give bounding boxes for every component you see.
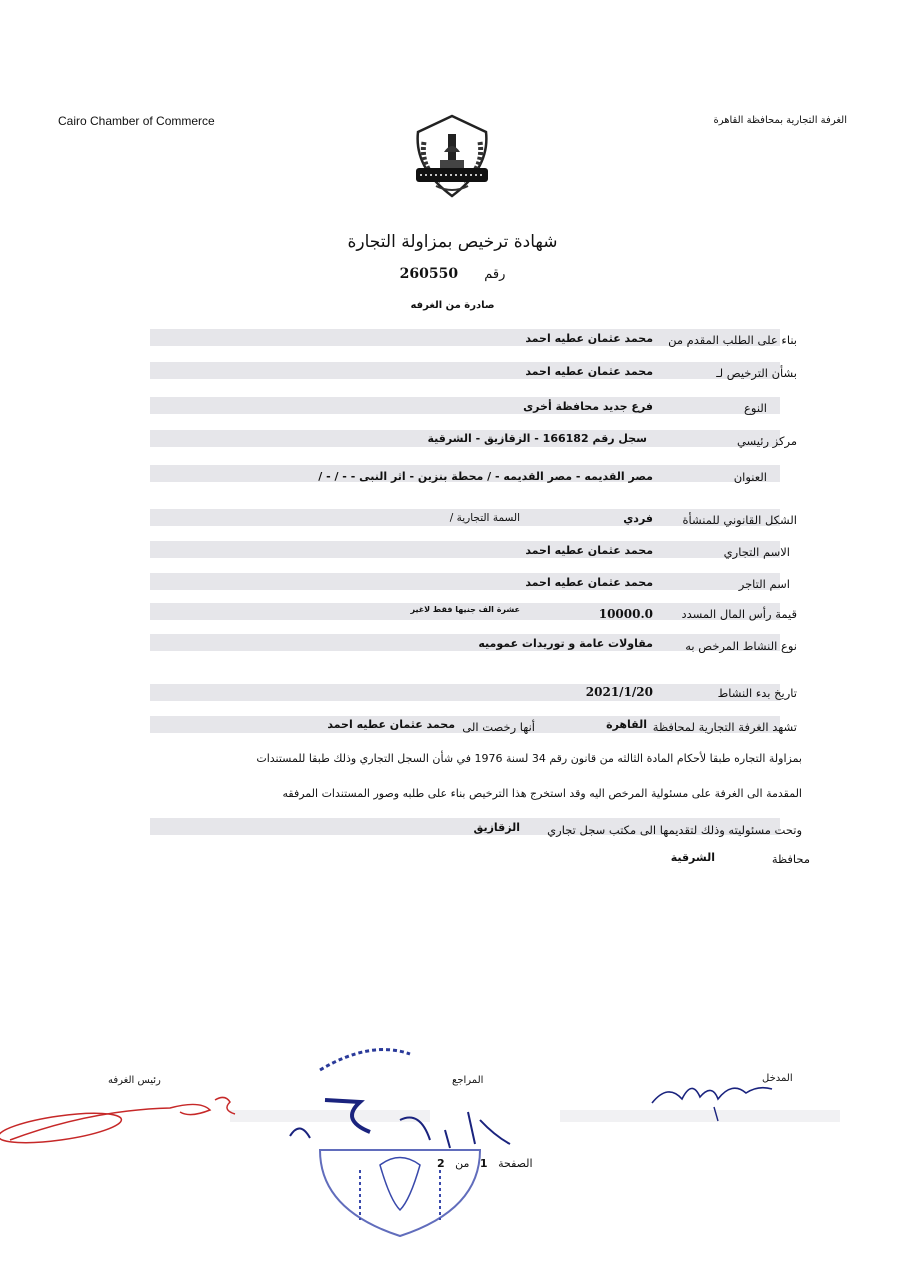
body-line4: وتحت مسئوليته وذلك لتقديمها الى مكتب سجل تجاري — [547, 823, 802, 837]
governorate-value: الشرقية — [670, 851, 715, 864]
merchant-value: محمد عثمان عطيه احمد — [525, 576, 653, 589]
page-number — [430, 1157, 533, 1170]
registry-office: الزقازيق — [473, 821, 520, 834]
type-label: النوع — [744, 401, 767, 415]
trade-name-value: محمد عثمان عطيه احمد — [525, 544, 653, 557]
certificate-number: 260550 — [399, 266, 459, 282]
org-name-arabic: الغرفة التجارية بمحافظة القاهرة — [713, 115, 847, 126]
page-total: 2 — [437, 1157, 445, 1170]
capital-value: 10000.0 — [598, 607, 653, 621]
chairman-handwritten-signature — [0, 1080, 250, 1160]
address-value: مصر القديمه - مصر القديمه - / محطة بنزين - اثر النبى - - / - / — [318, 470, 653, 483]
entry-handwritten-signature — [648, 1063, 778, 1118]
legal-form-value: فردي — [623, 512, 653, 525]
license-for-value: محمد عثمان عطيه احمد — [525, 365, 653, 378]
reviewer-stamp-and-signature — [280, 1040, 520, 1260]
address-label: العنوان — [733, 470, 767, 484]
org-name-english: Cairo Chamber of Commerce — [58, 114, 215, 128]
capital-label: قيمة رأس المال المسدد — [681, 607, 797, 621]
start-date-value: 2021/1/20 — [585, 685, 653, 699]
merchant-label: اسم التاجر — [738, 577, 790, 591]
page-current: 1 — [479, 1157, 488, 1170]
governorate-label: محافظة — [771, 852, 810, 866]
request-label: بناء على الطلب المقدم من — [668, 333, 797, 347]
body-line1-name: محمد عثمان عطيه احمد — [327, 718, 455, 731]
license-for-label: بشأن الترخيص لـ — [716, 366, 797, 380]
body-line1-a: تشهد الغرفة التجارية لمحافظة — [652, 720, 797, 734]
field-shade — [150, 541, 780, 558]
capital-in-words: عشرة الف جنيها فقط لاغير — [410, 605, 520, 614]
hq-value: سجل رقم 166182 - الزقازيق - الشرقية — [427, 432, 647, 445]
chairman-signature-label: رئيس الغرفه — [108, 1075, 161, 1086]
field-shade — [150, 362, 780, 379]
body-line3: المقدمة الى الغرفة على مسئولية المرخص اليه وقد استخرج هذا الترخيص بناء على طلبه وصور المستندات المرفقه — [282, 787, 802, 800]
reviewer-signature-label: المراجع — [452, 1075, 484, 1086]
field-shade — [150, 684, 780, 701]
legal-form-label: الشكل القانوني للمنشأة — [682, 513, 797, 527]
page-of: من — [455, 1157, 470, 1170]
body-line1-b: أنها رخصت الى — [462, 720, 535, 734]
certificate-title: شهادة ترخيص بمزاولة التجارة — [347, 232, 558, 252]
body-line2: بمزاولة التجاره طبقا لأحكام المادة الثالثه من قانون رقم 34 لسنة 1976 في شأن السجل التجاري وذلك طبقا للمستندات — [256, 752, 802, 765]
page-label: الصفحة — [498, 1157, 533, 1170]
field-shade — [150, 397, 780, 414]
entry-signature-label: المدخل — [762, 1073, 793, 1084]
type-value: فرع جديد محافظة أخرى — [523, 400, 653, 413]
issued-by: صادرة من الغرفه — [410, 300, 495, 311]
certificate-number-label: رقم — [484, 267, 506, 282]
activity-value: مقاولات عامة و توريدات عموميه — [478, 637, 653, 650]
trade-mark-label: السمة التجارية / — [449, 512, 520, 524]
hq-label: مركز رئيسي — [736, 434, 797, 448]
chamber-logo-emblem — [410, 112, 494, 200]
start-date-label: تاريخ بدء النشاط — [717, 686, 797, 700]
trade-name-label: الاسم التجاري — [723, 545, 790, 559]
request-value: محمد عثمان عطيه احمد — [525, 332, 653, 345]
certificate-number-row — [0, 266, 905, 282]
activity-label: نوع النشاط المرخص به — [685, 639, 797, 653]
body-line1-governorate: القاهرة — [606, 718, 647, 731]
field-shade — [150, 573, 780, 590]
